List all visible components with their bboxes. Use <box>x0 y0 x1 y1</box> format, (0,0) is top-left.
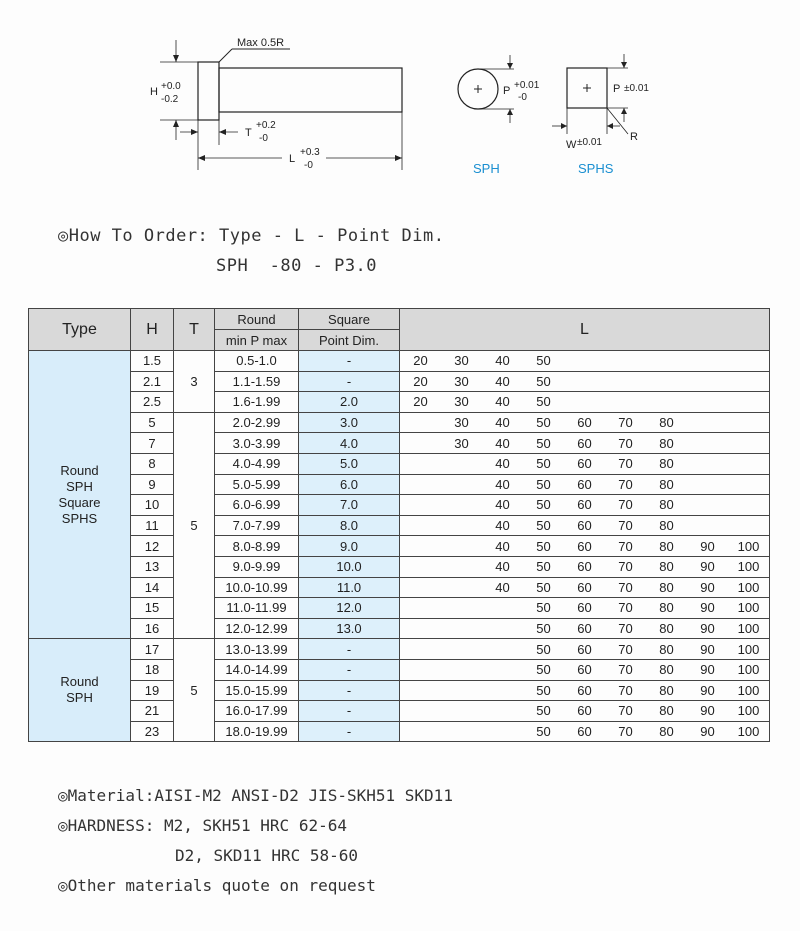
length-cell <box>687 371 728 392</box>
type-line: Square <box>58 494 101 510</box>
round-range-cell: 5.0-5.99 <box>215 474 299 495</box>
length-cell <box>564 371 605 392</box>
h-tol-minus: -0.2 <box>161 94 179 105</box>
h-cell: 16 <box>131 618 174 639</box>
col-round-subheader: min P max <box>215 330 299 351</box>
length-cell: 60 <box>564 721 605 742</box>
length-cell: 50 <box>523 474 564 495</box>
type-line: SPHS <box>61 510 98 526</box>
square-dim-cell: 12.0 <box>299 598 400 619</box>
length-cell <box>605 392 646 413</box>
length-cell: 100 <box>728 618 770 639</box>
length-cell: 40 <box>482 515 523 536</box>
length-cell: 60 <box>564 515 605 536</box>
sphs-w-tol: ±0.01 <box>577 137 602 148</box>
length-cell: 80 <box>646 618 687 639</box>
length-cell: 100 <box>728 701 770 722</box>
length-cell <box>482 618 523 639</box>
length-cell: 100 <box>728 639 770 660</box>
length-cell: 60 <box>564 495 605 516</box>
round-range-cell: 4.0-4.99 <box>215 453 299 474</box>
square-dim-cell: 7.0 <box>299 495 400 516</box>
table-row <box>29 639 770 660</box>
length-cell: 60 <box>564 453 605 474</box>
square-dim-cell: 3.0 <box>299 412 400 433</box>
hardness-note-2: D2, SKD11 HRC 58-60 <box>175 846 359 865</box>
round-range-cell: 18.0-19.99 <box>215 721 299 742</box>
length-cell: 50 <box>523 618 564 639</box>
sphs-p-tol: ±0.01 <box>624 83 649 94</box>
sphs-p-label: P <box>613 83 621 95</box>
length-cell: 90 <box>687 701 728 722</box>
table-row <box>29 618 770 639</box>
length-cell: 70 <box>605 577 646 598</box>
l-tol-minus: -0 <box>304 160 313 171</box>
square-dim-cell: 8.0 <box>299 515 400 536</box>
l-tol-plus: +0.3 <box>300 147 320 158</box>
spec-table <box>28 308 770 742</box>
length-cell <box>687 453 728 474</box>
length-cell <box>564 351 605 372</box>
length-cell <box>441 598 482 619</box>
length-cell <box>605 351 646 372</box>
length-cell <box>646 371 687 392</box>
length-cell <box>441 577 482 598</box>
table-row <box>29 577 770 598</box>
length-cell <box>400 495 442 516</box>
round-range-cell: 1.1-1.59 <box>215 371 299 392</box>
square-dim-cell: - <box>299 659 400 680</box>
length-cell <box>441 536 482 557</box>
length-cell <box>482 701 523 722</box>
length-cell: 50 <box>523 351 564 372</box>
length-cell: 90 <box>687 618 728 639</box>
square-dim-cell: 9.0 <box>299 536 400 557</box>
length-cell: 50 <box>523 680 564 701</box>
length-cell <box>400 556 442 577</box>
length-cell <box>564 392 605 413</box>
length-cell: 70 <box>605 680 646 701</box>
t-cell: 5 <box>174 639 215 742</box>
length-cell: 80 <box>646 577 687 598</box>
length-cell: 40 <box>482 433 523 454</box>
length-cell: 80 <box>646 598 687 619</box>
length-cell: 90 <box>687 598 728 619</box>
length-cell: 50 <box>523 556 564 577</box>
how-to-order-line: ◎How To Order: Type - L - Point Dim. <box>58 226 445 246</box>
length-cell: 100 <box>728 536 770 557</box>
length-cell: 50 <box>523 371 564 392</box>
length-cell <box>482 721 523 742</box>
length-cell <box>400 412 442 433</box>
length-cell: 50 <box>523 598 564 619</box>
length-cell: 70 <box>605 495 646 516</box>
type-line: SPH <box>66 478 93 494</box>
h-cell: 7 <box>131 433 174 454</box>
length-cell <box>441 618 482 639</box>
length-cell <box>441 639 482 660</box>
length-cell <box>482 639 523 660</box>
length-cell: 60 <box>564 680 605 701</box>
h-cell: 1.5 <box>131 351 174 372</box>
length-cell: 60 <box>564 433 605 454</box>
length-cell: 70 <box>605 598 646 619</box>
length-cell: 60 <box>564 577 605 598</box>
length-cell <box>728 433 770 454</box>
sphs-arrows <box>561 62 627 129</box>
table-row <box>29 659 770 680</box>
length-cell: 80 <box>646 515 687 536</box>
length-cell: 50 <box>523 412 564 433</box>
pin-side-view <box>160 40 402 170</box>
h-tol-plus: +0.0 <box>161 81 181 92</box>
length-cell: 50 <box>523 392 564 413</box>
length-cell <box>400 577 442 598</box>
h-cell: 10 <box>131 495 174 516</box>
round-range-cell: 11.0-11.99 <box>215 598 299 619</box>
length-cell: 50 <box>523 433 564 454</box>
h-cell: 23 <box>131 721 174 742</box>
round-range-cell: 14.0-14.99 <box>215 659 299 680</box>
length-cell: 80 <box>646 453 687 474</box>
h-cell: 13 <box>131 556 174 577</box>
round-range-cell: 16.0-17.99 <box>215 701 299 722</box>
length-cell <box>605 371 646 392</box>
length-cell: 60 <box>564 598 605 619</box>
length-cell: 40 <box>482 495 523 516</box>
col-square-header: Square <box>299 309 400 330</box>
square-dim-cell: - <box>299 721 400 742</box>
length-cell <box>400 536 442 557</box>
length-cell <box>400 680 442 701</box>
table-row <box>29 412 770 433</box>
length-cell: 70 <box>605 639 646 660</box>
type-cell <box>29 351 131 639</box>
length-cell: 80 <box>646 701 687 722</box>
square-dim-cell: - <box>299 701 400 722</box>
length-cell <box>400 639 442 660</box>
length-cell: 20 <box>400 392 442 413</box>
length-cell <box>728 474 770 495</box>
h-cell: 12 <box>131 536 174 557</box>
square-dim-cell: 10.0 <box>299 556 400 577</box>
table-row <box>29 433 770 454</box>
length-cell: 50 <box>523 495 564 516</box>
length-cell: 90 <box>687 536 728 557</box>
round-range-cell: 1.6-1.99 <box>215 392 299 413</box>
length-cell: 80 <box>646 495 687 516</box>
h-label: H <box>150 86 158 98</box>
round-range-cell: 13.0-13.99 <box>215 639 299 660</box>
table-row <box>29 453 770 474</box>
h-cell: 17 <box>131 639 174 660</box>
square-dim-cell: 2.0 <box>299 392 400 413</box>
length-cell: 30 <box>441 371 482 392</box>
length-cell: 50 <box>523 453 564 474</box>
h-cell: 18 <box>131 659 174 680</box>
round-range-cell: 6.0-6.99 <box>215 495 299 516</box>
sphs-w-label: W <box>566 139 577 151</box>
length-cell: 30 <box>441 412 482 433</box>
col-l-header: L <box>400 309 770 351</box>
length-cell: 90 <box>687 680 728 701</box>
length-cell <box>687 412 728 433</box>
length-cell: 100 <box>728 556 770 577</box>
length-cell: 90 <box>687 721 728 742</box>
length-cell: 70 <box>605 453 646 474</box>
table-row <box>29 495 770 516</box>
length-cell <box>728 371 770 392</box>
round-range-cell: 10.0-10.99 <box>215 577 299 598</box>
round-range-cell: 12.0-12.99 <box>215 618 299 639</box>
length-cell <box>482 659 523 680</box>
t-cell: 3 <box>174 351 215 413</box>
length-cell <box>441 721 482 742</box>
col-square-subheader: Point Dim. <box>299 330 400 351</box>
length-cell <box>441 680 482 701</box>
h-cell: 14 <box>131 577 174 598</box>
length-cell <box>400 598 442 619</box>
length-cell <box>400 433 442 454</box>
col-type-header: Type <box>29 309 131 351</box>
h-cell: 11 <box>131 515 174 536</box>
sph-caption: SPH <box>473 161 500 176</box>
length-cell: 90 <box>687 577 728 598</box>
length-cell <box>482 598 523 619</box>
length-cell <box>400 474 442 495</box>
length-cell: 80 <box>646 412 687 433</box>
length-cell: 50 <box>523 536 564 557</box>
length-cell: 70 <box>605 659 646 680</box>
sph-p-tol-plus: +0.01 <box>514 80 540 91</box>
length-cell: 70 <box>605 433 646 454</box>
length-cell: 40 <box>482 536 523 557</box>
length-cell: 60 <box>564 639 605 660</box>
type-cell <box>29 639 131 742</box>
length-cell: 40 <box>482 453 523 474</box>
table-row <box>29 515 770 536</box>
round-range-cell: 8.0-8.99 <box>215 536 299 557</box>
t-cell: 5 <box>174 412 215 639</box>
length-cell: 70 <box>605 721 646 742</box>
square-dim-cell: - <box>299 680 400 701</box>
round-range-cell: 3.0-3.99 <box>215 433 299 454</box>
length-cell: 70 <box>605 412 646 433</box>
length-cell: 60 <box>564 474 605 495</box>
square-dim-cell: 11.0 <box>299 577 400 598</box>
length-cell: 60 <box>564 659 605 680</box>
length-cell <box>687 515 728 536</box>
length-cell: 80 <box>646 536 687 557</box>
h-cell: 9 <box>131 474 174 495</box>
max-radius-label: Max 0.5R <box>237 37 285 49</box>
length-cell: 50 <box>523 577 564 598</box>
length-cell: 50 <box>523 659 564 680</box>
length-cell: 60 <box>564 536 605 557</box>
length-cell <box>482 680 523 701</box>
length-cell: 70 <box>605 556 646 577</box>
square-dim-cell: 5.0 <box>299 453 400 474</box>
pin-diagram <box>0 0 800 200</box>
length-cell: 40 <box>482 412 523 433</box>
length-cell: 100 <box>728 721 770 742</box>
length-cell: 40 <box>482 392 523 413</box>
hardness-note: ◎HARDNESS: M2, SKH51 HRC 62-64 <box>58 816 347 835</box>
square-dim-cell: 13.0 <box>299 618 400 639</box>
length-cell <box>400 701 442 722</box>
l-label: L <box>289 153 296 165</box>
length-cell: 40 <box>482 577 523 598</box>
h-cell: 2.5 <box>131 392 174 413</box>
length-cell: 80 <box>646 474 687 495</box>
length-cell <box>441 556 482 577</box>
length-cell <box>441 474 482 495</box>
length-cell <box>687 495 728 516</box>
square-dim-cell: 4.0 <box>299 433 400 454</box>
length-cell: 50 <box>523 701 564 722</box>
length-cell <box>687 474 728 495</box>
length-cell: 80 <box>646 680 687 701</box>
length-cell: 70 <box>605 701 646 722</box>
length-cell: 40 <box>482 351 523 372</box>
length-cell: 80 <box>646 721 687 742</box>
col-h-header: H <box>131 309 174 351</box>
length-cell: 100 <box>728 659 770 680</box>
length-cell: 60 <box>564 556 605 577</box>
round-range-cell: 7.0-7.99 <box>215 515 299 536</box>
length-cell: 20 <box>400 351 442 372</box>
table-row <box>29 392 770 413</box>
length-cell <box>728 515 770 536</box>
type-line: Round <box>60 462 99 478</box>
t-label: T <box>245 127 252 139</box>
length-cell <box>687 351 728 372</box>
length-cell: 40 <box>482 556 523 577</box>
length-cell: 40 <box>482 371 523 392</box>
length-cell: 90 <box>687 659 728 680</box>
length-cell <box>728 351 770 372</box>
length-cell <box>441 453 482 474</box>
length-cell: 100 <box>728 598 770 619</box>
length-cell: 70 <box>605 618 646 639</box>
length-cell <box>400 618 442 639</box>
table-row <box>29 680 770 701</box>
length-cell: 40 <box>482 474 523 495</box>
t-tol-minus: -0 <box>259 133 268 144</box>
length-cell <box>441 515 482 536</box>
length-cell <box>728 453 770 474</box>
t-tol-plus: +0.2 <box>256 120 276 131</box>
h-cell: 15 <box>131 598 174 619</box>
square-dim-cell: - <box>299 351 400 372</box>
length-cell <box>728 495 770 516</box>
length-cell <box>441 495 482 516</box>
length-cell: 100 <box>728 577 770 598</box>
length-cell: 70 <box>605 474 646 495</box>
length-cell: 30 <box>441 433 482 454</box>
length-cell: 30 <box>441 392 482 413</box>
length-cell: 80 <box>646 433 687 454</box>
length-cell <box>400 659 442 680</box>
round-range-cell: 0.5-1.0 <box>215 351 299 372</box>
length-cell: 80 <box>646 639 687 660</box>
type-line: SPH <box>66 690 93 706</box>
length-cell: 30 <box>441 351 482 372</box>
table-row <box>29 474 770 495</box>
sph-p-label: P <box>503 85 511 97</box>
length-cell <box>687 433 728 454</box>
round-range-cell: 2.0-2.99 <box>215 412 299 433</box>
length-cell <box>441 701 482 722</box>
h-cell: 19 <box>131 680 174 701</box>
length-cell: 80 <box>646 659 687 680</box>
length-cell: 60 <box>564 412 605 433</box>
sphs-r-label: R <box>630 131 638 143</box>
length-cell <box>728 392 770 413</box>
length-cell: 80 <box>646 556 687 577</box>
length-cell: 70 <box>605 536 646 557</box>
table-row <box>29 598 770 619</box>
table-row <box>29 371 770 392</box>
col-round-header: Round <box>215 309 299 330</box>
length-cell: 50 <box>523 639 564 660</box>
length-cell <box>441 659 482 680</box>
length-cell: 60 <box>564 618 605 639</box>
length-cell: 100 <box>728 680 770 701</box>
length-cell <box>400 515 442 536</box>
table-row <box>29 721 770 742</box>
sphs-caption: SPHS <box>578 161 614 176</box>
table-row <box>29 536 770 557</box>
table-row <box>29 701 770 722</box>
h-cell: 5 <box>131 412 174 433</box>
other-materials-note: ◎Other materials quote on request <box>58 876 376 895</box>
length-cell: 70 <box>605 515 646 536</box>
length-cell <box>646 351 687 372</box>
h-cell: 21 <box>131 701 174 722</box>
type-line: Round <box>60 674 99 690</box>
length-cell <box>728 412 770 433</box>
length-cell: 90 <box>687 639 728 660</box>
order-example-line: SPH -80 - P3.0 <box>216 256 378 276</box>
sph-p-tol-minus: -0 <box>518 92 527 103</box>
square-dim-cell: - <box>299 371 400 392</box>
h-cell: 2.1 <box>131 371 174 392</box>
length-cell: 60 <box>564 701 605 722</box>
length-cell <box>646 392 687 413</box>
material-note: ◎Material:AISI-M2 ANSI-D2 JIS-SKH51 SKD11 <box>58 786 453 805</box>
square-dim-cell: 6.0 <box>299 474 400 495</box>
square-dim-cell: - <box>299 639 400 660</box>
length-cell: 50 <box>523 515 564 536</box>
length-cell: 50 <box>523 721 564 742</box>
length-cell <box>400 453 442 474</box>
round-range-cell: 9.0-9.99 <box>215 556 299 577</box>
length-cell: 20 <box>400 371 442 392</box>
dimension-arrows <box>173 55 402 161</box>
table-row <box>29 556 770 577</box>
round-range-cell: 15.0-15.99 <box>215 680 299 701</box>
h-cell: 8 <box>131 453 174 474</box>
length-cell <box>687 392 728 413</box>
table-row <box>29 351 770 372</box>
length-cell: 90 <box>687 556 728 577</box>
length-cell <box>400 721 442 742</box>
col-t-header: T <box>174 309 215 351</box>
